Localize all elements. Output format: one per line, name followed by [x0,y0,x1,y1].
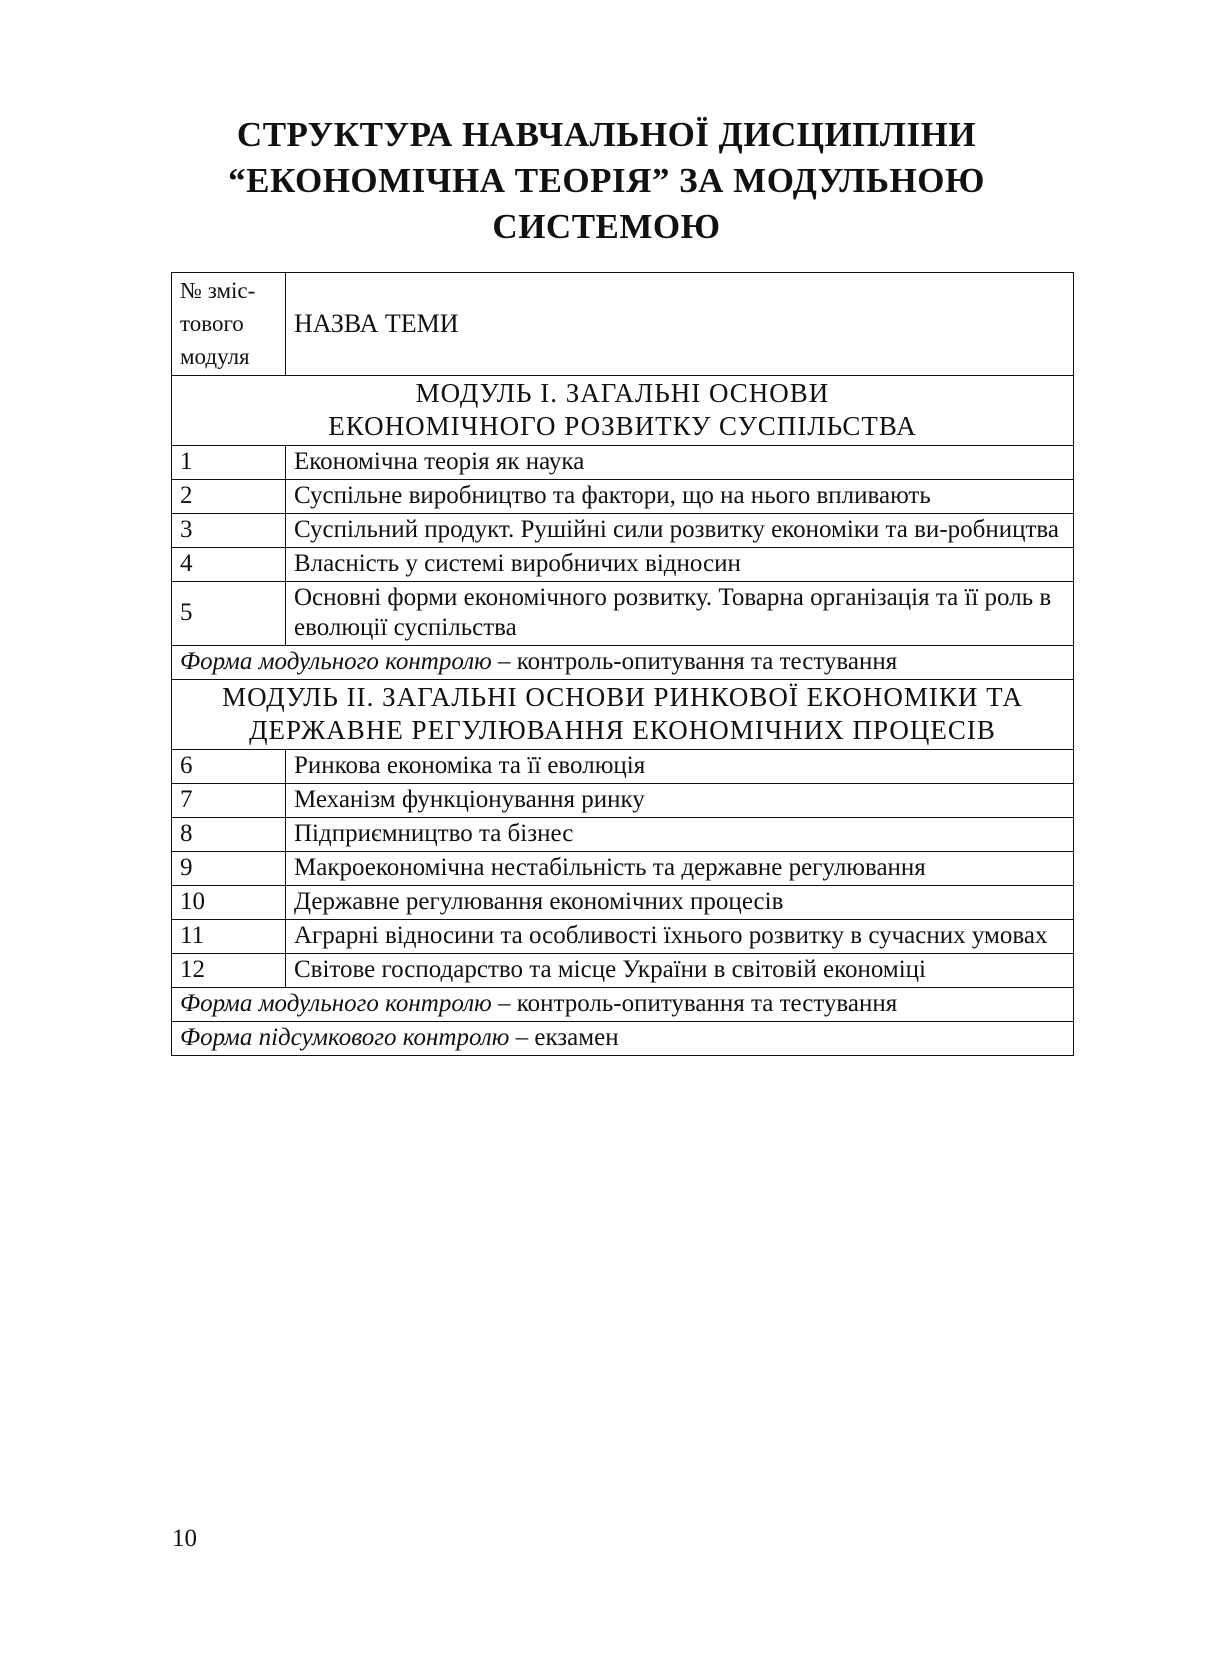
title-line-3: СИСТЕМОЮ [492,207,721,246]
header-num-line-1: № зміс- [180,278,256,303]
topic-number: 6 [172,750,286,784]
topic-number: 7 [172,784,286,818]
topic-number: 4 [172,548,286,582]
topic-name: Суспільний продукт. Рушійні сили розвитку економіки та ви-робництва [286,514,1074,548]
topic-name: Економічна теорія як наука [286,446,1074,480]
title-line-1: СТРУКТУРА НАВЧАЛЬНОЇ ДИСЦИПЛІНИ [236,115,977,154]
topic-number: 8 [172,818,286,852]
table-row [172,852,1074,886]
table-row [172,750,1074,784]
topic-name: Світове господарство та місце України в світовій економіці [286,954,1074,988]
page-number: 10 [172,1525,197,1552]
module-1-control [172,646,1074,680]
course-structure-table [171,272,1074,1056]
table-row [172,954,1074,988]
table-row [172,818,1074,852]
table-row [172,514,1074,548]
table-row [172,446,1074,480]
table-row [172,548,1074,582]
header-num-line-3: модуля [180,344,250,369]
control-value: – контроль-опитування та тестування [491,990,898,1017]
table-header-row [172,273,1074,376]
module-1-heading [172,376,1074,446]
module-2-control [172,988,1074,1022]
header-topic-name: НАЗВА ТЕМИ [286,273,1074,376]
module-1-heading-row [172,376,1074,446]
module-2-heading-row [172,680,1074,750]
table-row [172,784,1074,818]
title-line-2: “ЕКОНОМІЧНА ТЕОРІЯ” ЗА МОДУЛЬНОЮ [228,161,985,200]
table-row [172,582,1074,646]
header-num-line-2: тового [180,311,244,336]
module-2-heading-line-2: ДЕРЖАВНЕ РЕГУЛЮВАННЯ ЕКОНОМІЧНИХ ПРОЦЕСІВ [249,715,996,745]
topic-name: Механізм функціонування ринку [286,784,1074,818]
topic-name: Основні форми економічного розвитку. Товарна організація та її роль в еволюції суспільства [286,582,1074,646]
final-control-row [172,1022,1074,1056]
control-label: Форма модульного контролю [180,990,492,1017]
topic-name: Підприємництво та бізнес [286,818,1074,852]
topic-number: 3 [172,514,286,548]
topic-number: 12 [172,954,286,988]
final-control [172,1022,1074,1056]
topic-name: Ринкова економіка та її еволюція [286,750,1074,784]
final-control-value: – екзамен [509,1024,619,1051]
topic-name: Аграрні відносини та особливості їхнього розвитку в сучасних умовах [286,920,1074,954]
table-row [172,886,1074,920]
topic-number: 2 [172,480,286,514]
module-1-heading-line-1: МОДУЛЬ І. ЗАГАЛЬНІ ОСНОВИ [415,378,830,408]
table-row [172,920,1074,954]
control-label: Форма модульного контролю [180,648,492,675]
topic-number: 1 [172,446,286,480]
module-2-heading [172,680,1074,750]
topic-name: Державне регулювання економічних процесів [286,886,1074,920]
topic-number: 5 [172,582,286,646]
header-module-number [172,273,286,376]
module-2-control-row [172,988,1074,1022]
module-1-heading-line-2: ЕКОНОМІЧНОГО РОЗВИТКУ СУСПІЛЬСТВА [328,411,917,441]
topic-name: Макроекономічна нестабільність та державне регулювання [286,852,1074,886]
topic-name: Власність у системі виробничих відносин [286,548,1074,582]
final-control-label: Форма підсумкового контролю [180,1024,510,1051]
topic-number: 9 [172,852,286,886]
control-value: – контроль-опитування та тестування [491,648,898,675]
module-1-control-row [172,646,1074,680]
page-title [0,112,1213,250]
module-2-heading-line-1: МОДУЛЬ ІІ. ЗАГАЛЬНІ ОСНОВИ РИНКОВОЇ ЕКОНОМІКИ ТА [222,682,1023,712]
topic-name: Суспільне виробництво та фактори, що на нього впливають [286,480,1074,514]
table-row [172,480,1074,514]
topic-number: 10 [172,886,286,920]
topic-number: 11 [172,920,286,954]
